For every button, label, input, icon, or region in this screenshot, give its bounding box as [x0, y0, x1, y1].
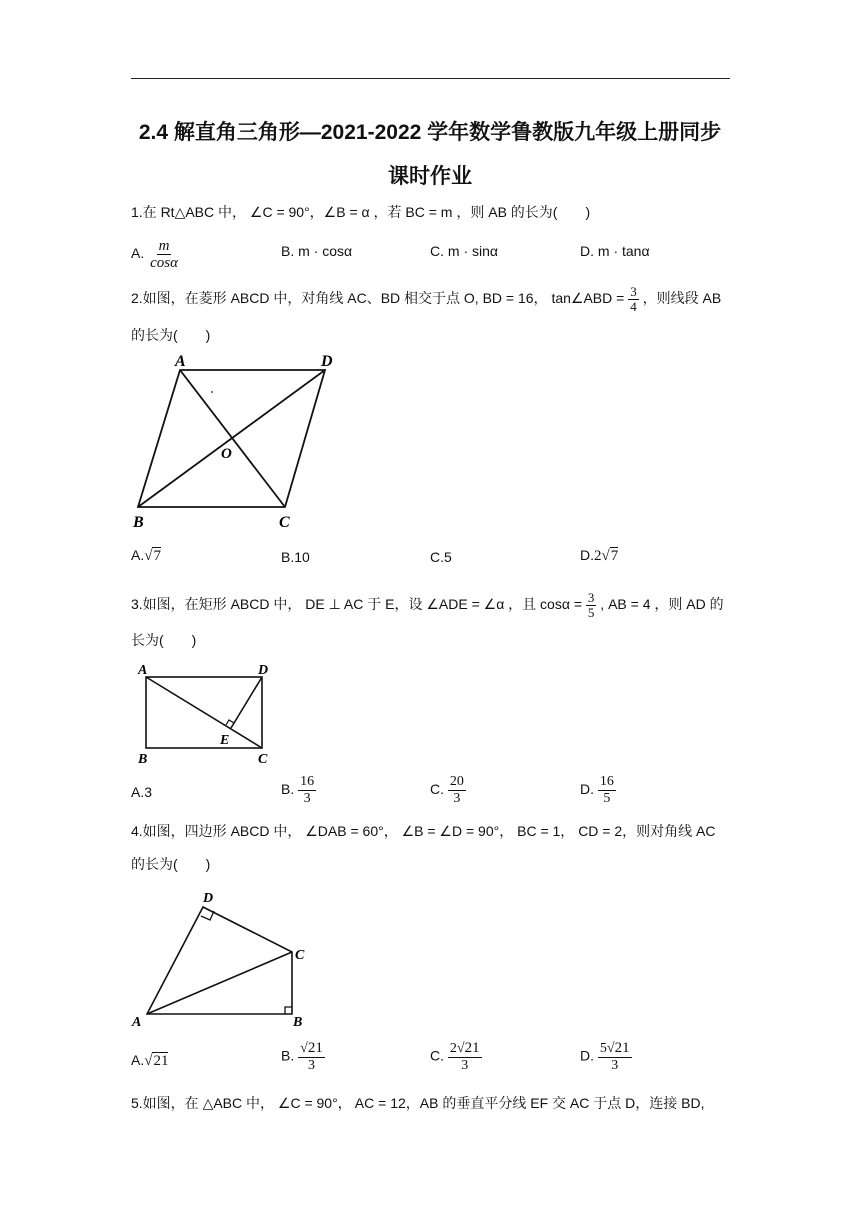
- stray-dot: [211, 391, 213, 393]
- q2-option-d-radicand: 7: [610, 548, 619, 564]
- q4-option-c-denominator: 3: [461, 1058, 469, 1073]
- q2-tan-denominator: 4: [630, 299, 637, 314]
- label-c: C: [279, 514, 290, 531]
- q4-option-d-denominator: 3: [611, 1058, 619, 1073]
- q1-option-b: B. m · cosα: [281, 243, 353, 259]
- q3-option-b-numerator: 16: [300, 774, 315, 789]
- q2-tan-fraction: [628, 285, 639, 314]
- q4-option-b-radicand: 21: [307, 1040, 323, 1056]
- q4-option-a-radicand: 21: [153, 1053, 169, 1069]
- q3-option-d-fraction: [598, 774, 616, 807]
- q3-cos-fraction: [586, 591, 597, 620]
- q3-option-d: [580, 774, 616, 807]
- q3-option-c-denominator: 3: [453, 791, 461, 806]
- q3-option-c-fraction: [448, 774, 466, 807]
- q4-option-a-sqrt: √21: [144, 1053, 169, 1069]
- q1-option-d: D. m · tanα: [580, 243, 650, 259]
- label-d: D: [321, 353, 333, 370]
- q3-option-b: [281, 774, 316, 807]
- q3-option-d-numerator: 16: [599, 774, 614, 789]
- q2-option-d-prefix: D.: [580, 547, 594, 563]
- q1-option-c: C. m · sinα: [430, 243, 498, 259]
- q2-option-d: [580, 547, 618, 565]
- right-angle-mark-b: [285, 1007, 292, 1014]
- question-1-text: 1.在 Rt△ABC 中， ∠C = 90°，∠B = α ，若 BC = m ，则 AB 的长为( ): [131, 204, 591, 220]
- header-rule: [131, 78, 730, 79]
- label-b: B: [293, 1015, 303, 1030]
- page-title-line1: 2.4 解直角三角形—2021-2022 学年数学鲁教版九年级上册同步: [138, 121, 722, 144]
- question-3-line1: [131, 591, 731, 620]
- q1-option-a-prefix: A.: [131, 245, 145, 262]
- label-a: A: [138, 663, 148, 678]
- label-c: C: [258, 752, 268, 767]
- q4-option-b-prefix: B.: [281, 1047, 295, 1064]
- q4-option-c-numerator: 2√21: [449, 1040, 480, 1056]
- q3-option-c-numerator: 20: [449, 774, 464, 789]
- q3-option-d-denominator: 5: [603, 791, 611, 806]
- q3-text-end: , AB = 4 ，则 AD 的: [600, 596, 724, 613]
- q3-option-c-prefix: C.: [430, 781, 444, 798]
- q4-option-b: [281, 1040, 325, 1074]
- q1-option-a: [131, 238, 180, 271]
- q2-option-a: [131, 547, 161, 565]
- q4-option-d: [580, 1040, 632, 1074]
- page-title-line2: 课时作业: [388, 165, 472, 188]
- q4-option-c: [430, 1040, 482, 1074]
- q4-option-b-numerator: √21: [300, 1040, 323, 1056]
- label-d: D: [258, 663, 269, 678]
- label-a: A: [175, 353, 186, 370]
- q4-quadrilateral-figure: [128, 884, 318, 1034]
- q4-option-d-radicand: 21: [614, 1040, 630, 1056]
- q3-option-a: A.3: [131, 784, 153, 800]
- q3-rectangle-figure: [128, 658, 288, 768]
- q2-text-end: ，则线段 AB: [642, 290, 722, 307]
- q1-option-a-denominator: cosα: [150, 255, 178, 271]
- label-e: E: [220, 733, 230, 748]
- q4-option-c-coefficient: 2: [449, 1041, 457, 1056]
- q3-text-start: 3.如图，在矩形 ABCD 中， DE ⊥ AC 于 E，设 ∠ADE = ∠α ，且 cosα =: [131, 596, 583, 613]
- q2-option-d-coefficient: 2: [594, 548, 602, 564]
- q2-option-b: B.10: [281, 549, 310, 565]
- q3-option-c: [430, 774, 466, 807]
- label-d: D: [203, 891, 214, 906]
- q4-option-b-fraction: [298, 1040, 325, 1074]
- q4-option-b-denominator: 3: [307, 1058, 315, 1073]
- q4-option-d-numerator: 5√21: [599, 1040, 630, 1056]
- q4-option-d-prefix: D.: [580, 1047, 594, 1064]
- question-4-line2: 的长为( ): [131, 856, 211, 872]
- q3-option-b-denominator: 3: [303, 791, 311, 806]
- diagonal-ac: [147, 952, 292, 1014]
- q4-option-c-prefix: C.: [430, 1047, 444, 1064]
- q1-option-a-numerator: m: [158, 238, 170, 254]
- question-4-line1: 4.如图，四边形 ABCD 中， ∠DAB = 60°， ∠B = ∠D = 90°， BC = 1， CD = 2，则对角线 AC: [131, 823, 716, 839]
- question-3-line2: 长为( ): [131, 632, 197, 648]
- diagonal-ac: [146, 677, 262, 748]
- q3-option-b-prefix: B.: [281, 781, 295, 798]
- q3-cos-denominator: 5: [587, 605, 595, 620]
- q1-option-a-fraction: [148, 238, 180, 271]
- q2-option-a-prefix: A.: [131, 547, 145, 563]
- label-b: B: [133, 514, 144, 531]
- q2-option-a-radicand: 7: [153, 548, 161, 564]
- diagonal-bd: [138, 370, 325, 507]
- label-c: C: [295, 948, 305, 963]
- q3-cos-numerator: 3: [587, 590, 595, 605]
- q2-option-d-sqrt: 2√7: [594, 548, 619, 564]
- q2-tan-numerator: 3: [630, 284, 637, 299]
- label-o: O: [221, 446, 232, 462]
- q3-option-d-prefix: D.: [580, 781, 594, 798]
- question-2-line2: 的长为( ): [131, 327, 211, 343]
- q2-text-start: 2.如图，在菱形 ABCD 中，对角线 AC、BD 相交于点 O, BD = 16， tan∠ABD =: [131, 290, 625, 307]
- label-a: A: [132, 1015, 142, 1030]
- q4-option-a: [131, 1052, 168, 1070]
- question-5-text: 5.如图，在 △ABC 中， ∠C = 90°， AC = 12，AB 的垂直平分线 EF 交 AC 于点 D，连接 BD,: [131, 1095, 705, 1111]
- segment-de: [231, 677, 262, 728]
- q2-rhombus-figure: [125, 352, 350, 532]
- q4-option-a-prefix: A.: [131, 1052, 145, 1068]
- q4-option-d-fraction: [598, 1040, 632, 1074]
- q3-option-b-fraction: [298, 774, 316, 807]
- question-2-line1: [131, 285, 731, 314]
- q4-option-c-fraction: [448, 1040, 482, 1074]
- q2-option-c: C.5: [430, 549, 452, 565]
- q4-option-c-radicand: 21: [464, 1040, 480, 1056]
- q2-option-a-sqrt: √7: [144, 548, 161, 564]
- q4-option-d-coefficient: 5: [599, 1041, 607, 1056]
- label-b: B: [138, 752, 148, 767]
